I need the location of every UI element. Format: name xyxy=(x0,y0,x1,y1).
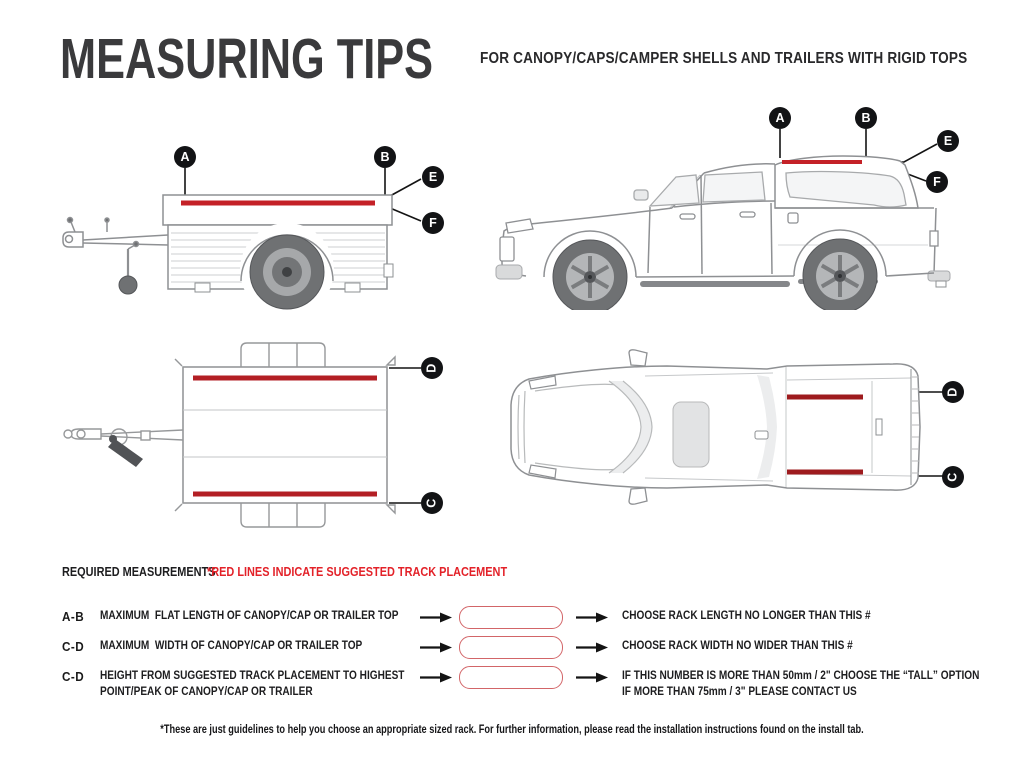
arrow-right-icon xyxy=(420,612,452,623)
arrow-right-icon xyxy=(576,612,608,623)
row-description: MAXIMUM FLAT LENGTH OF CANOPY/CAP OR TRAILER TOP xyxy=(100,608,399,622)
label-b-truck-side: B xyxy=(855,107,877,129)
label-c-trailer-top: C xyxy=(421,492,443,514)
required-measurements-heading: REQUIRED MEASUREMENTS xyxy=(62,564,216,579)
label-d-trailer-top: D xyxy=(421,357,443,379)
row-id: C-D xyxy=(62,669,85,684)
measurement-row-ab xyxy=(0,606,1024,634)
row-description: MAXIMUM WIDTH OF CANOPY/CAP OR TRAILER TOP xyxy=(100,638,363,652)
arrow-right-icon xyxy=(420,642,452,653)
row-result: CHOOSE RACK LENGTH NO LONGER THAN THIS # xyxy=(622,608,871,622)
arrow-right-icon xyxy=(576,642,608,653)
label-a-truck-side: A xyxy=(769,107,791,129)
arrow-right-icon xyxy=(420,672,452,683)
trailer-top-view-drawing xyxy=(55,333,455,553)
row-result-line2: IF MORE THAN 75mm / 3" PLEASE CONTACT US xyxy=(622,684,857,698)
trailer-wheel xyxy=(250,235,324,309)
row-description-line2: POINT/PEAK OF CANOPY/CAP OR TRAILER xyxy=(100,684,313,698)
arrow-right-icon xyxy=(576,672,608,683)
label-a-trailer-side: A xyxy=(174,146,196,168)
row-id: A-B xyxy=(62,609,85,624)
row-result: CHOOSE RACK WIDTH NO WIDER THAN THIS # xyxy=(622,638,853,652)
row-description-line1: HEIGHT FROM SUGGESTED TRACK PLACEMENT TO HIGHEST xyxy=(100,668,405,682)
label-c-truck-top: C xyxy=(942,466,964,488)
truck-top-view-drawing xyxy=(495,345,955,545)
trailer-side-view-drawing xyxy=(55,118,455,318)
label-b-trailer-side: B xyxy=(374,146,396,168)
label-f-truck-side: F xyxy=(926,171,948,193)
jockey-handle xyxy=(108,439,143,467)
label-f-trailer-side: F xyxy=(422,212,444,234)
page-subtitle: FOR CANOPY/CAPS/CAMPER SHELLS AND TRAILERS WITH RIGID TOPS xyxy=(480,50,968,67)
row-id: C-D xyxy=(62,639,85,654)
red-lines-note: *RED LINES INDICATE SUGGESTED TRACK PLACEMENT xyxy=(207,564,508,579)
measurement-value-field xyxy=(459,636,563,659)
guidelines-footnote: *These are just guidelines to help you choose an appropriate sized rack. For further information, please read the installation instructions found on the install tab. xyxy=(160,724,864,736)
truck-side-view-drawing xyxy=(488,95,968,310)
measurement-value-field xyxy=(459,606,563,629)
truck-wheel xyxy=(553,240,627,310)
sunroof xyxy=(673,402,709,467)
row-result-line1: IF THIS NUMBER IS MORE THAN 50mm / 2" CHOOSE THE “TALL” OPTION xyxy=(622,668,980,682)
measurement-row-cd-height xyxy=(0,666,1024,706)
page-title: MEASURING TIPS xyxy=(60,27,434,91)
label-e-trailer-side: E xyxy=(422,166,444,188)
leader-lines xyxy=(389,368,421,503)
label-d-truck-top: D xyxy=(942,381,964,403)
label-e-truck-side: E xyxy=(937,130,959,152)
measurement-value-field xyxy=(459,666,563,689)
measurement-row-cd-width xyxy=(0,636,1024,664)
